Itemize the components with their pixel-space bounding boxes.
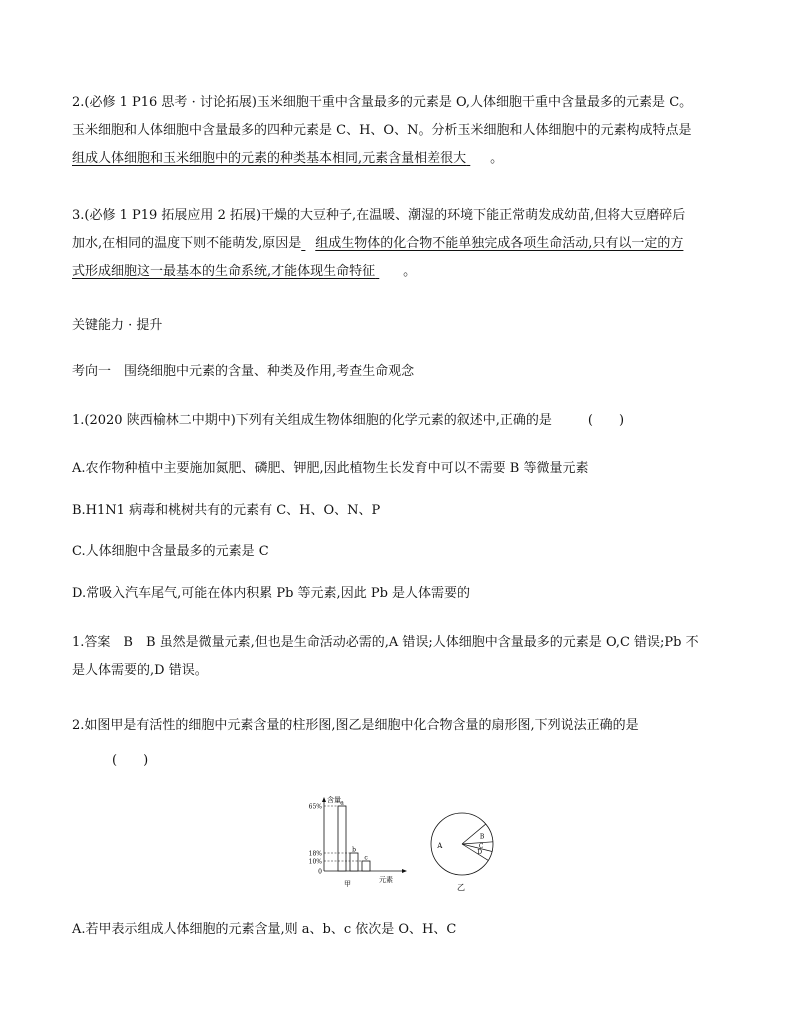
q2-option-a: A.若甲表示组成人体细胞的元素含量,则 a、b、c 依次是 O、H、C [72,922,457,937]
q3-review-answer-part2: 式形成细胞这一最基本的生命系统,才能体现生命特征 [72,264,376,279]
q1-stem: 1.(2020 陕西榆林二中期中)下列有关组成生物体细胞的化学元素的叙述中,正确的是 [72,413,552,428]
bar-marks [309,800,370,876]
y-tick-label: 18% [308,850,322,858]
q3-review-answer-part1: 组成生物体的化合物不能单独完成各项生命活动,只有以一定的方 [315,236,684,251]
pie-label-B: B [479,833,485,841]
q2-review-end: 。 [490,151,504,166]
q3-review-line2 [72,234,683,254]
q1-answer-line2: 是人体需要的,D 错误。 [72,663,208,678]
direction-title: 考向一 围绕细胞中元素的含量、种类及作用,考查生命观念 [72,364,415,379]
bar-label-c: c [364,854,368,862]
q1-option-d: D.常吸入汽车尾气,可能在体内积累 Pb 等元素,因此 Pb 是人体需要的 [72,586,471,601]
pie-slice-edge [462,844,488,860]
q1-stem-line [72,411,624,431]
y-axis-label: 含量 [327,796,341,804]
pie-title: 乙 [457,883,465,892]
pie-label-A: A [437,842,443,851]
q2-review-line2: 玉米细胞和人体细胞中含量最多的四种元素是 C、H、O、N。分析玉米细胞和人体细胞中的元素构成特点是 [72,123,692,138]
q2-review-answer-line [72,149,503,169]
q2-answer-blank: ( ) [112,753,149,768]
pie-chart-figure [426,808,498,892]
q2-review-line1: 2.(必修 1 P16 思考 · 讨论拓展)玉米细胞干重中含量最多的元素是 O,人体细胞干重中含量最多的元素是 C。 [72,95,693,110]
answer-blank-pad [301,234,315,254]
q3-review-line1: 3.(必修 1 P19 拓展应用 2 拓展)干燥的大豆种子,在温暖、潮湿的环境下能正常萌发成幼苗,但将大豆磨碎后 [72,208,686,223]
x-axis-arrow [402,869,407,873]
pie-label-C: C [478,843,484,851]
q3-review-line3 [72,262,416,282]
pie-label-D: D [477,849,483,857]
pie-marks [436,824,493,860]
bar-b [350,853,358,871]
q3-review-line2-pre: 加水,在相同的温度下则不能萌发,原因是 [72,236,302,251]
y-tick-label: 65% [308,803,322,811]
q1-answer-line1: 1.答案 B B 虽然是微量元素,但也是生命活动必需的,A 错误;人体细胞中含量最多的元素是 O,C 错误;Pb 不 [72,635,699,650]
bar-chart-figure [300,792,410,888]
q1-option-a: A.农作物种植中主要施加氮肥、磷肥、钾肥,因此植物生长发育中可以不需要 B 等微量元素 [72,461,589,476]
q1-option-c: C.人体细胞中含量最多的元素是 C [72,544,269,559]
y-tick-label: 0 [318,868,322,876]
q1-answer-blank: ( ) [587,413,625,428]
x-axis-label: 元素 [379,876,393,884]
q2-stem: 2.如图甲是有活性的细胞中元素含量的柱形图,图乙是细胞中化合物含量的扇形图,下列说法正确的是 [72,718,639,733]
answer-blank-pad [466,149,482,169]
q2-review-answer: 组成人体细胞和玉米细胞中的元素的种类基本相同,元素含量相差很大 [72,151,467,166]
bar-c [362,861,370,871]
answer-blank-pad [375,262,397,282]
q3-review-end: 。 [403,264,417,279]
bar-label-a: a [340,799,344,807]
chart-title: 甲 [344,880,351,888]
pie-slice-edge [462,842,493,844]
y-axis-arrow [322,797,326,802]
bar-label-b: b [352,846,356,854]
y-tick-label: 10% [308,858,322,866]
q1-option-b: B.H1N1 病毒和桃树共有的元素有 C、H、O、N、P [72,503,381,518]
section-title: 关键能力 · 提升 [72,318,163,333]
